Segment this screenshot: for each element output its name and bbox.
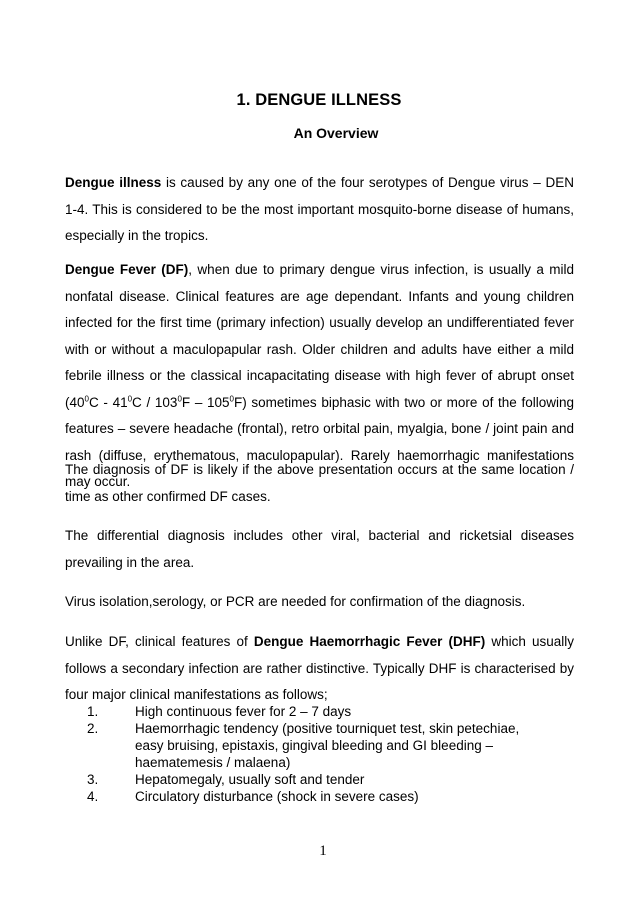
page-title: 1. DENGUE ILLNESS [236, 91, 402, 109]
paragraph-text: F – 105 [181, 394, 230, 410]
term-dhf: Dengue Haemorrhagic Fever (DHF) [253, 634, 486, 649]
paragraph-text: F) sometimes biphasic with two or more of the following features – severe headache (frontal), retro orbital pain, myalgia, bone / joint pain and rash (diffuse, erythematous, maculopapular). Rarely haemorrhagic manifestations may occur. [65, 394, 574, 489]
paragraph-text: , when due to primary dengue virus infection, is usually a mild nonfatal disease. Clinical features are age dependant. Infants and young children infected for the first time (primary infection) usually develop an undifferentiated fever with or without a maculopapular rash. Older children and adults have either a mild febrile illness or the classical incapacitating disease with high fever of abrupt onset (40 [65, 262, 574, 410]
page-number: 1 [319, 843, 327, 859]
paragraph-text: C / 103 [132, 394, 178, 410]
list-item-text: Haemorrhagic tendency (positive tourniquet test, skin petechiae, easy bruising, epistaxis, gingival bleeding and GI bleeding – haematemesis / malaena) [135, 721, 520, 770]
list-item [65, 771, 574, 788]
paragraph-differential-diagnosis: The differential diagnosis includes other viral, bacterial and ricketsial diseases prevailing in the area. [65, 528, 574, 570]
list-item [65, 720, 574, 771]
superscript: 0 [177, 394, 182, 403]
list-item-text: Circulatory disturbance (shock in severe cases) [135, 789, 419, 804]
paragraph-diagnosis: The diagnosis of DF is likely if the above presentation occurs at the same location / time as other confirmed DF cases. [65, 462, 574, 504]
list-item-number: 3. [87, 772, 99, 787]
list-item-text: High continuous fever for 2 – 7 days [135, 704, 352, 719]
term-dengue-illness: Dengue illness [65, 175, 162, 190]
superscript: 0 [229, 394, 234, 403]
paragraph-confirmation: Virus isolation,serology, or PCR are needed for confirmation of the diagnosis. [65, 594, 526, 609]
paragraph-text: is caused by any one of the four serotypes of Dengue virus – DEN 1-4. This is considered to be the most important mosquito-borne disease of humans, especially in the tropics. [65, 175, 574, 243]
paragraph-text: C - 41 [88, 394, 128, 410]
list-item-number: 1. [87, 704, 99, 719]
list-item [65, 788, 574, 805]
list-item [65, 703, 574, 720]
paragraph-text: which usually follows a secondary infection are rather distinctive. Typically DHF is characterised by four major clinical manifestations as follows; [65, 634, 574, 702]
superscript: 0 [127, 394, 133, 403]
list-item-number: 2. [87, 721, 99, 736]
page-subtitle: An Overview [293, 125, 379, 141]
superscript: 0 [84, 394, 89, 403]
term-dengue-fever: Dengue Fever (DF) [65, 262, 189, 277]
list-item-number: 4. [87, 789, 99, 804]
list-item-text: Hepatomegaly, usually soft and tender [135, 772, 365, 787]
paragraph-text: Unlike DF, clinical features of [65, 634, 254, 649]
paragraph-dengue-illness [65, 170, 574, 250]
paragraph-dhf [65, 629, 574, 709]
manifestations-list [65, 703, 574, 805]
